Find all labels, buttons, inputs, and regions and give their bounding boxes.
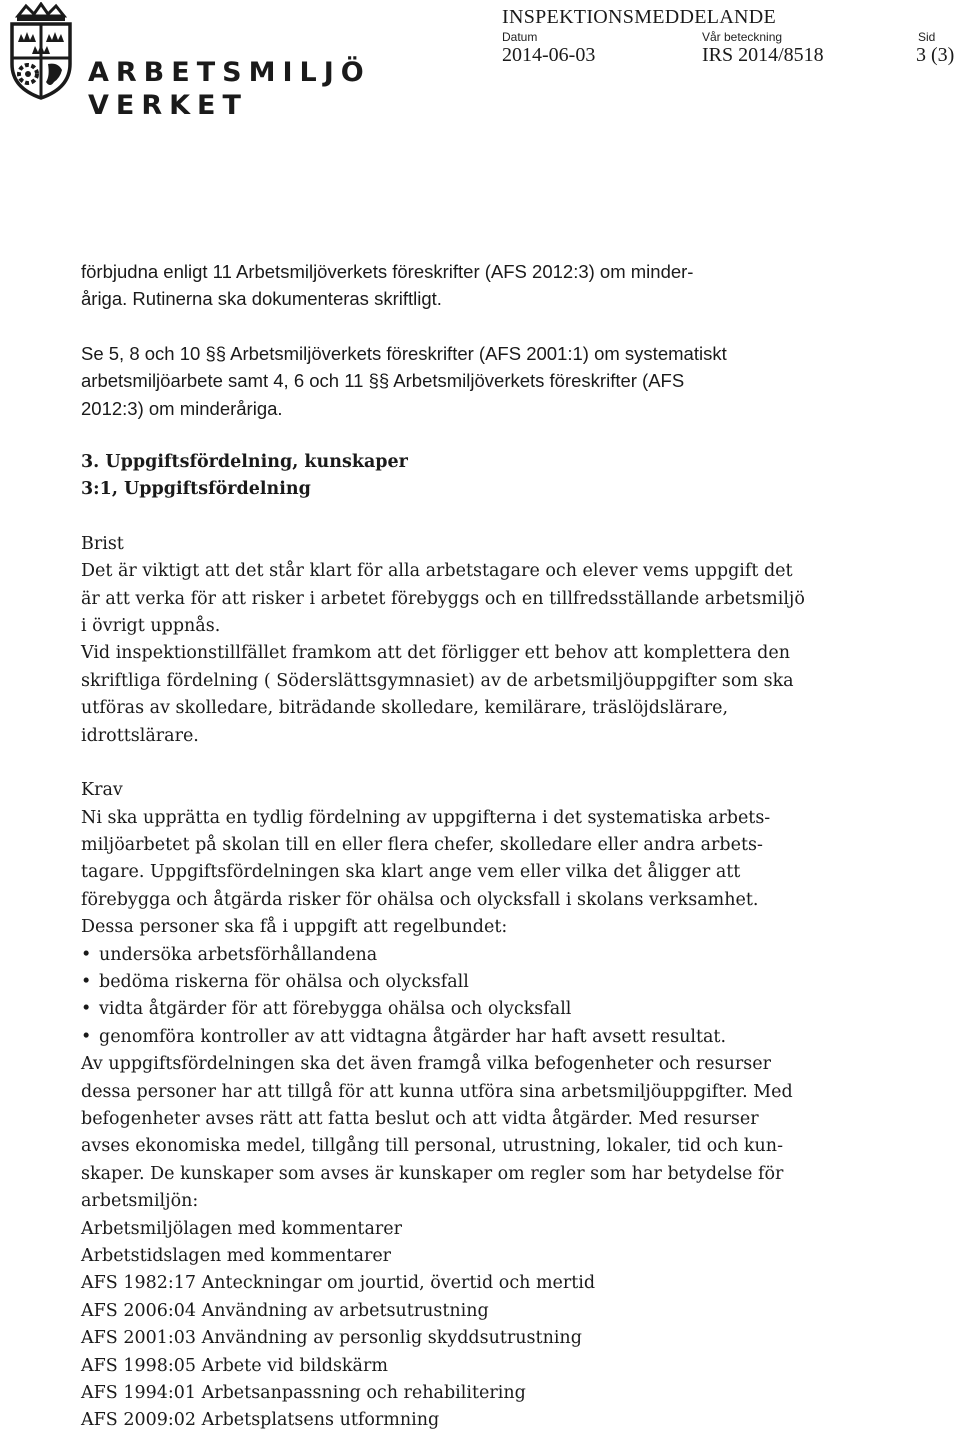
krav-label: Krav: [81, 780, 123, 801]
text-line: avses ekonomiska medel, tillgång till personal, utrustning, lokaler, tid och kun-: [81, 1136, 783, 1157]
task-bullet-list: [81, 942, 881, 1052]
text-line: arbetsmiljön:: [81, 1191, 199, 1212]
brist-label: Brist: [81, 533, 124, 554]
text-line: tagare. Uppgiftsfördelningen ska klart ange vem eller vilka det åligger att: [81, 862, 741, 883]
regulations-list: [81, 1216, 881, 1435]
text-line: dessa personer har att tillgå för att kunna utföra sina arbetsmiljöuppgifter. Med: [81, 1081, 793, 1102]
list-item: • genomföra kontroller av att vidtagna åtgärder har haft avsett resultat.: [81, 1024, 881, 1051]
text-line: skaper. De kunskaper som avses är kunskaper om regler som har betydelse för: [81, 1163, 784, 1184]
regulation-item: AFS 1998:05 Arbete vid bildskärm: [81, 1355, 388, 1376]
paragraph-references: [81, 340, 881, 422]
text-line: Vid inspektionstillfället framkom att det förligger ett behov att komplettera den: [81, 643, 791, 664]
page-number: 3 (3): [916, 44, 955, 66]
logo-wordmark-line1: ARBETSMILJÖ: [88, 57, 371, 88]
regulation-item: AFS 2009:02 Arbetsplatsens utformning: [81, 1410, 440, 1431]
text-line: befogenheter avses rätt att fatta beslut och att vidta åtgärder. Med resurser: [81, 1108, 759, 1129]
brist-text: [81, 558, 881, 750]
text-line: förebygga och åtgärda risker för ohälsa och olycksfall i skolans verksamhet.: [81, 889, 759, 910]
list-item: • undersöka arbetsförhållandena: [81, 942, 881, 969]
date-value: 2014-06-03: [502, 44, 596, 66]
regulation-item: AFS 1982:17 Anteckningar om jourtid, övertid och mertid: [81, 1273, 596, 1294]
text-line: Se 5, 8 och 10 §§ Arbetsmiljöverkets föreskrifter (AFS 2001:1) om systematiskt: [81, 342, 727, 364]
logo-wordmark-line2: VERKET: [88, 90, 248, 121]
paragraph-rules: [81, 258, 881, 313]
document-body: [81, 258, 881, 1435]
regulation-item: Arbetsmiljölagen med kommentarer: [81, 1218, 402, 1239]
krav-text: [81, 805, 881, 942]
text-line: är att verka för att risker i arbetet förebyggs och en tillfredsställande arbetsmiljö: [81, 588, 805, 609]
text-line: utföras av skolledare, biträdande skolledare, kemilärare, träslöjdslärare,: [81, 698, 729, 719]
agency-logo: [4, 2, 371, 121]
text-line: förbjudna enligt 11 Arbetsmiljöverkets föreskrifter (AFS 2012:3) om minder-: [81, 261, 694, 282]
text-line: arbetsmiljöarbete samt 4, 6 och 11 §§ Arbetsmiljöverkets föreskrifter (AFS: [81, 370, 685, 392]
regulation-item: Arbetstidslagen med kommentarer: [81, 1246, 392, 1266]
text-line: miljöarbetet på skolan till en eller flera chefer, skolledare eller andra arbets-: [81, 834, 763, 855]
text-line: åriga. Rutinerna ska dokumenteras skriftligt.: [81, 288, 442, 310]
list-item: • bedöma riskerna för ohälsa och olycksfall: [81, 969, 881, 996]
text-line: 2012:3) om minderåriga.: [81, 397, 283, 419]
text-line: skriftliga fördelning ( Söderslättsgymnasiet) av de arbetsmiljöuppgifter som ska: [81, 670, 794, 691]
text-line: Av uppgiftsfördelningen ska det även framgå vilka befogenheter och resurser: [81, 1054, 771, 1075]
document-type: INSPEKTIONSMEDDELANDE: [502, 6, 777, 28]
resources-text: [81, 1051, 881, 1215]
reference-label: Vår beteckning: [702, 30, 783, 44]
coat-of-arms-icon: [4, 2, 78, 120]
text-line: idrottslärare.: [81, 725, 199, 746]
section-heading: 3. Uppgiftsfördelning, kunskaper: [81, 452, 408, 473]
list-item: • vidta åtgärder för att förebygga ohälsa och olycksfall: [81, 996, 881, 1023]
reference-value: IRS 2014/8518: [702, 44, 824, 66]
regulation-item: AFS 2006:04 Användning av arbetsutrustning: [81, 1300, 489, 1321]
regulation-item: AFS 1994:01 Arbetsanpassning och rehabilitering: [81, 1383, 526, 1404]
text-line: Dessa personer ska få i uppgift att regelbundet:: [81, 917, 508, 938]
date-label: Datum: [502, 30, 538, 44]
page-label: Sid: [918, 30, 936, 44]
text-line: i övrigt uppnås.: [81, 616, 221, 637]
text-line: Ni ska upprätta en tydlig fördelning av uppgifterna i det systematiska arbets-: [81, 807, 771, 828]
subsection-heading: 3:1, Uppgiftsfördelning: [81, 479, 311, 500]
regulation-item: AFS 2001:03 Användning av personlig skyddsutrustning: [81, 1328, 582, 1349]
text-line: Det är viktigt att det står klart för alla arbetstagare och elever vems uppgift det: [81, 561, 793, 582]
